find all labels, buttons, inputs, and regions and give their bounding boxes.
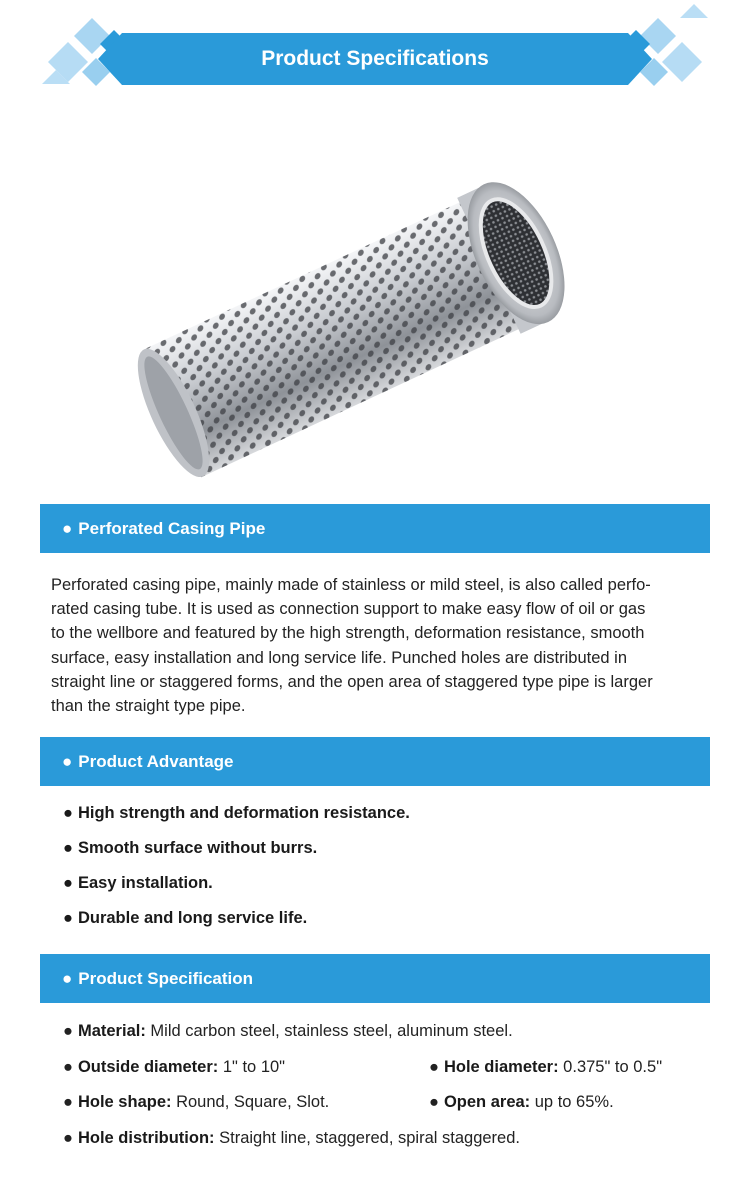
page-title: Product Specifications (261, 47, 489, 70)
section-header-specification (40, 954, 710, 1003)
spec-outside-diameter: ● Outside diameter: 1" to 10" (63, 1058, 286, 1076)
header-banner (0, 0, 750, 110)
spec-material: ● Material: Mild carbon steel, stainless steel, aluminum steel. (63, 1022, 513, 1040)
bullet-icon: ● (63, 1022, 73, 1040)
bullet-icon: ● (63, 1058, 73, 1076)
bullet-icon: ● (62, 519, 73, 538)
spec-hole-shape: ● Hole shape: Round, Square, Slot. (63, 1093, 330, 1111)
list-item: ● Easy installation. (63, 874, 213, 892)
bullet-icon: ● (63, 874, 73, 892)
list-item: ● Durable and long service life. (63, 909, 308, 927)
section-header-casing-pipe (40, 504, 710, 553)
description-paragraph (51, 573, 701, 718)
description-line: surface, easy installation and long service life. Punched holes are distributed in (51, 648, 628, 667)
spec-hole-diameter: ● Hole diameter: 0.375" to 0.5" (429, 1058, 663, 1076)
advantage-list (63, 804, 703, 944)
bullet-icon: ● (63, 909, 73, 927)
bullet-icon: ● (63, 839, 73, 857)
section-title: Product Specification (78, 969, 254, 988)
bullet-icon: ● (63, 1093, 73, 1111)
bullet-icon: ● (63, 804, 73, 822)
section-header-advantage (40, 737, 710, 786)
spec-open-area: ● Open area: up to 65%. (429, 1093, 614, 1111)
description-line: rated casing tube. It is used as connection support to make easy flow of oil or gas (51, 600, 646, 619)
section-title: Perforated Casing Pipe (78, 519, 266, 538)
description-line: Perforated casing pipe, mainly made of stainless or mild steel, is also called perfo- (51, 576, 651, 594)
list-item: ● High strength and deformation resistance. (63, 804, 410, 822)
bullet-icon: ● (429, 1093, 439, 1111)
description-line: to the wellbore and featured by the high strength, deformation resistance, smooth (51, 624, 645, 643)
section-title: Product Advantage (78, 752, 234, 771)
bullet-icon: ● (62, 752, 73, 771)
perforated-filter-tube-photo (112, 160, 620, 490)
list-item: ● Smooth surface without burrs. (63, 839, 318, 857)
spec-hole-distribution: ● Hole distribution: Straight line, staggered, spiral staggered. (63, 1129, 520, 1147)
bullet-icon: ● (63, 1129, 73, 1147)
right-diamond-decoration-icon (610, 0, 710, 90)
bullet-icon: ● (429, 1058, 439, 1076)
description-line: than the straight type pipe. (51, 697, 246, 716)
bullet-icon: ● (62, 969, 73, 988)
description-line: straight line or staggered forms, and the open area of staggered type pipe is larger (51, 672, 653, 691)
